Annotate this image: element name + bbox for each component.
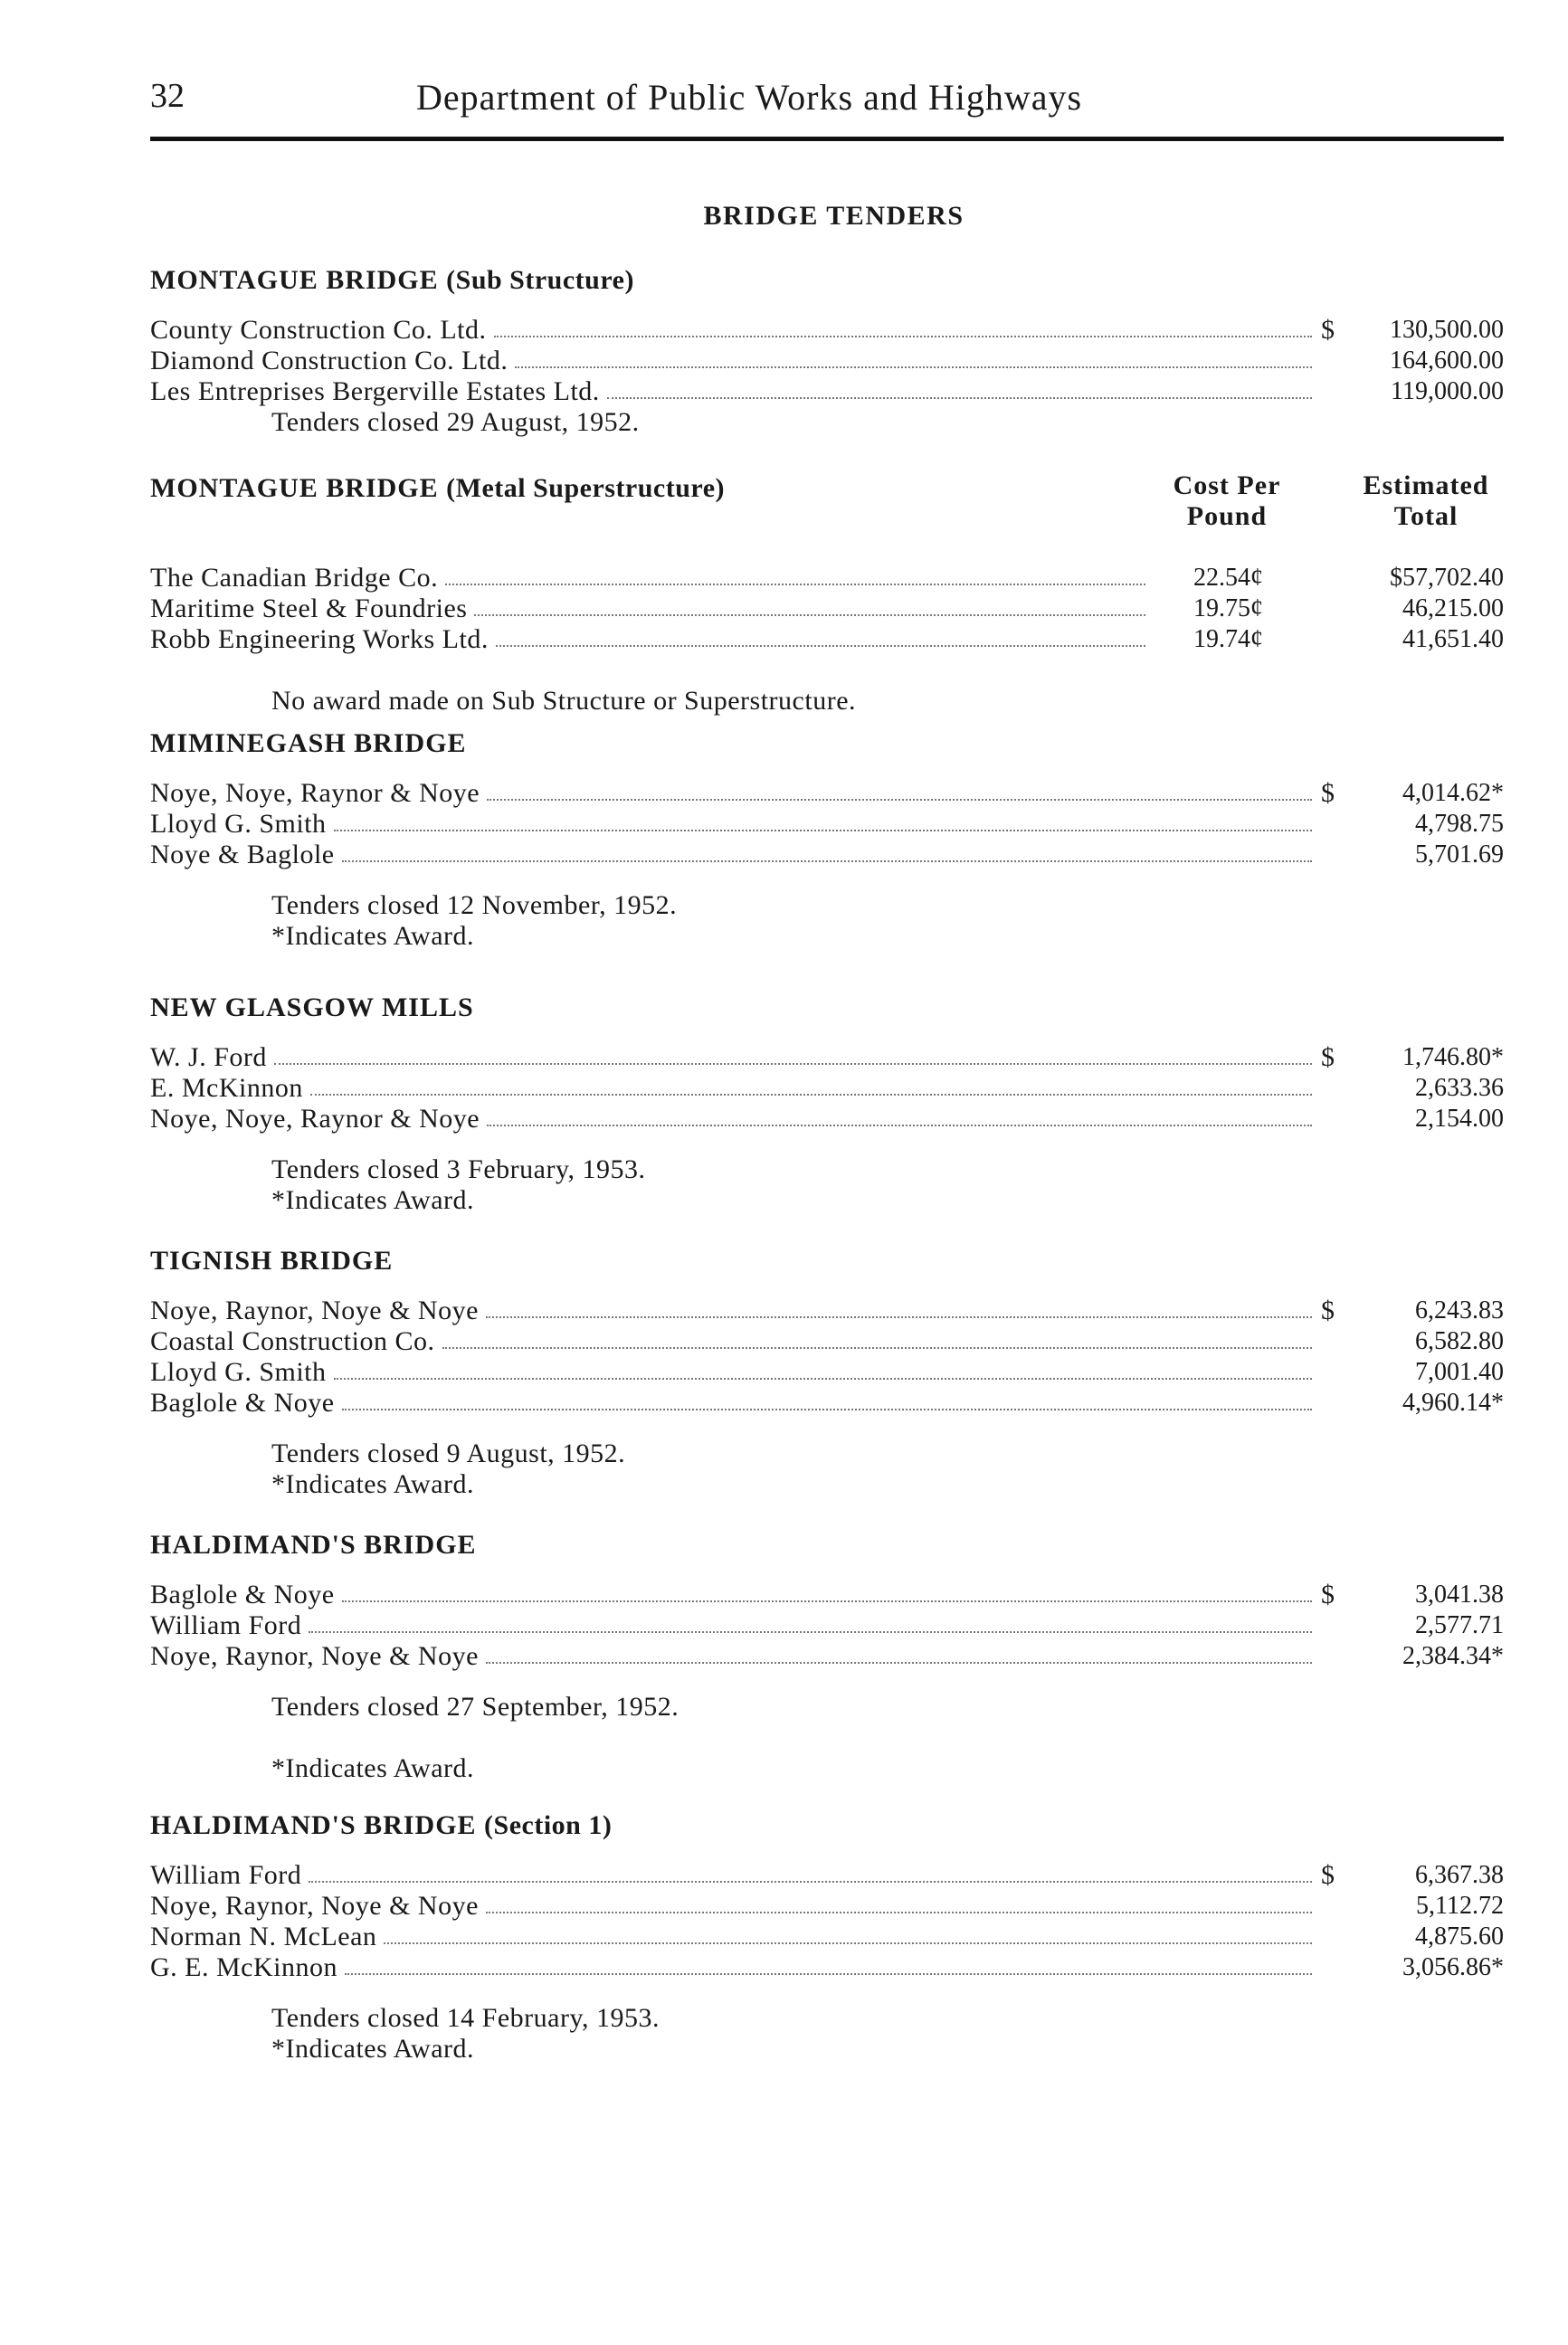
- bidder-name: The Canadian Bridge Co.: [150, 563, 439, 593]
- col-head-line: Pound: [1186, 501, 1268, 531]
- bidder-name: County Construction Co. Ltd.: [150, 315, 487, 345]
- section-haldimands-section-1: [150, 1808, 1504, 2065]
- dot-leader: [384, 1942, 1312, 1944]
- dot-leader: [445, 584, 1145, 585]
- bidder-name: E. McKinnon: [150, 1073, 303, 1103]
- tender-note: *Indicates Award.: [271, 921, 475, 951]
- section-heading: [150, 1808, 1504, 1844]
- section-subtitle: (Sub Structure): [446, 265, 634, 295]
- dot-leader: [486, 1912, 1312, 1913]
- dot-leader: [515, 366, 1312, 368]
- tender-amount: 3,056.86*: [1402, 1953, 1504, 1981]
- tender-note: [150, 1723, 1504, 1753]
- page-header: [150, 76, 1502, 127]
- tender-note: *Indicates Award.: [271, 1469, 475, 1499]
- dollar-sign: $: [1321, 1580, 1335, 1609]
- col-head-line: Estimated: [1363, 470, 1489, 500]
- dot-leader: [487, 799, 1312, 801]
- bidder-name: William Ford: [150, 1860, 302, 1890]
- bidder-name: Les Entreprises Bergerville Estates Ltd.: [150, 376, 600, 406]
- bidder-name: Noye, Noye, Raynor & Noye: [150, 778, 480, 808]
- tender-row: [150, 1042, 1504, 1073]
- tender-amount: 2,577.71: [1415, 1611, 1504, 1639]
- section-heading: [150, 470, 1504, 531]
- tender-amount: 6,582.80: [1415, 1327, 1504, 1355]
- section-subtitle: (Section 1): [484, 1810, 613, 1840]
- section-miminegash: [150, 726, 1504, 952]
- tender-note: Tenders closed 3 February, 1953.: [271, 1154, 646, 1184]
- dot-leader: [342, 860, 1312, 862]
- tender-amount: 3,041.38: [1415, 1581, 1504, 1609]
- section-new-glasgow-mills: [150, 990, 1504, 1216]
- bidder-name: Noye & Baglole: [150, 840, 335, 869]
- tender-list: [150, 1296, 1504, 1419]
- dot-leader: [345, 1973, 1312, 1975]
- tender-row: [150, 840, 1504, 870]
- tender-row: [150, 1641, 1504, 1672]
- section-notes: [150, 1692, 1504, 1784]
- dot-leader: [442, 1347, 1312, 1349]
- tender-amount: 7,001.40: [1415, 1358, 1504, 1386]
- tender-note: Tenders closed 29 August, 1952.: [271, 407, 640, 437]
- tender-row: [150, 624, 1504, 655]
- section-tignish: [150, 1243, 1504, 1500]
- section-heading: [150, 726, 1504, 762]
- tender-row: [150, 1104, 1504, 1135]
- dollar-sign: $: [1321, 1042, 1335, 1072]
- dot-leader: [342, 1600, 1312, 1602]
- tender-note: *Indicates Award.: [271, 1753, 475, 1783]
- tender-note: *Indicates Award.: [271, 2034, 475, 2064]
- tender-row: [150, 1357, 1504, 1388]
- tender-row: [150, 778, 1504, 809]
- tender-note: Tenders closed 12 November, 1952.: [271, 890, 678, 920]
- section-montague-sub: [150, 262, 1504, 438]
- dot-leader: [486, 1316, 1312, 1318]
- tender-note: No award made on Sub Structure or Superstructure.: [271, 686, 857, 716]
- dollar-sign: $: [1321, 1860, 1335, 1890]
- section-notes: [150, 1438, 1504, 1500]
- header-rule: [150, 137, 1504, 141]
- tender-amount: 6,367.38: [1415, 1861, 1504, 1889]
- tender-row: [150, 1952, 1504, 1983]
- tender-amount: 4,875.60: [1415, 1923, 1504, 1951]
- section-title: HALDIMAND'S BRIDGE: [150, 1810, 477, 1840]
- bidder-name: W. J. Ford: [150, 1042, 267, 1072]
- tender-amount: 6,243.83: [1415, 1296, 1504, 1324]
- dot-leader: [496, 645, 1145, 647]
- tender-list: [150, 778, 1504, 870]
- tender-amount: 5,112.72: [1416, 1892, 1504, 1920]
- tender-row: [150, 315, 1504, 346]
- bidder-name: Noye, Noye, Raynor & Noye: [150, 1104, 480, 1134]
- running-title: Department of Public Works and Highways: [416, 77, 1083, 118]
- tender-row: [150, 1922, 1504, 1952]
- tender-row: [150, 1891, 1504, 1922]
- tender-amount: 2,384.34*: [1402, 1642, 1504, 1670]
- tender-note: Tenders closed 27 September, 1952.: [271, 1692, 679, 1722]
- bidder-name: Lloyd G. Smith: [150, 1357, 327, 1387]
- tender-amount: 4,960.14*: [1402, 1389, 1504, 1417]
- dot-leader: [274, 1063, 1312, 1065]
- tender-row: [150, 1326, 1504, 1357]
- tender-row: [150, 1296, 1504, 1326]
- bidder-name: Noye, Raynor, Noye & Noye: [150, 1296, 479, 1325]
- dot-leader: [334, 1378, 1312, 1380]
- dot-leader: [334, 830, 1312, 831]
- tender-amount: 119,000.00: [1391, 377, 1504, 405]
- estimated-total-header: [1345, 470, 1507, 532]
- tender-note: *Indicates Award.: [271, 1185, 475, 1215]
- dollar-sign: $: [1321, 315, 1335, 345]
- tender-amount: 164,600.00: [1390, 347, 1504, 375]
- dot-leader: [310, 1094, 1312, 1096]
- bidder-name: Maritime Steel & Foundries: [150, 593, 468, 623]
- tender-row: [150, 1388, 1504, 1419]
- dot-leader: [342, 1409, 1312, 1410]
- tender-list: [150, 1042, 1504, 1135]
- tender-row: [150, 563, 1504, 593]
- tender-row: [150, 376, 1504, 407]
- tender-note: Tenders closed 9 August, 1952.: [271, 1438, 626, 1468]
- section-title: TIGNISH BRIDGE: [150, 1246, 394, 1276]
- tender-amount: 4,014.62*: [1402, 779, 1504, 807]
- dot-leader: [474, 614, 1145, 616]
- bidder-name: Baglole & Noye: [150, 1580, 335, 1609]
- cost-per-pound: 22.54¢: [1193, 564, 1263, 592]
- tender-row: [150, 1610, 1504, 1641]
- section-heading: [150, 1527, 1504, 1563]
- bidder-name: Lloyd G. Smith: [150, 809, 327, 839]
- section-notes: [150, 2003, 1504, 2065]
- tender-row: [150, 1073, 1504, 1104]
- section-title: NEW GLASGOW MILLS: [150, 992, 474, 1022]
- tender-row: [150, 346, 1504, 376]
- tender-amount: 2,154.00: [1415, 1105, 1504, 1133]
- dot-leader: [607, 397, 1312, 399]
- dot-leader: [309, 1881, 1312, 1883]
- bidder-name: Noye, Raynor, Noye & Noye: [150, 1641, 479, 1671]
- tender-amount: 130,500.00: [1390, 316, 1504, 344]
- bidder-name: Baglole & Noye: [150, 1388, 335, 1418]
- cost-per-pound: 19.74¢: [1193, 625, 1263, 653]
- tender-list: [150, 563, 1504, 655]
- page-number: 32: [150, 77, 185, 115]
- section-montague-metal: [150, 470, 1504, 717]
- section-title: MIMINEGASH BRIDGE: [150, 728, 467, 758]
- tender-amount: 5,701.69: [1415, 840, 1504, 869]
- estimated-total: 46,215.00: [1402, 594, 1504, 622]
- bidder-name: Noye, Raynor, Noye & Noye: [150, 1891, 479, 1921]
- col-head-line: Total: [1393, 501, 1459, 531]
- bidder-name: Robb Engineering Works Ltd.: [150, 624, 489, 654]
- col-head-line: Cost Per: [1173, 470, 1281, 500]
- dot-leader: [487, 1125, 1312, 1126]
- dollar-sign: $: [1321, 1296, 1335, 1325]
- section-notes: [150, 890, 1504, 952]
- section-notes: [150, 686, 1504, 717]
- tender-list: [150, 1580, 1504, 1672]
- tender-amount: 2,633.36: [1415, 1074, 1504, 1102]
- tender-amount: 1,746.80*: [1402, 1043, 1504, 1071]
- dot-leader: [494, 336, 1312, 337]
- tender-amount: 4,798.75: [1415, 810, 1504, 838]
- bidder-name: Norman N. McLean: [150, 1922, 377, 1951]
- section-heading: [150, 990, 1504, 1026]
- section-title: HALDIMAND'S BRIDGE: [150, 1530, 477, 1560]
- tender-row: [150, 1860, 1504, 1891]
- section-heading: [150, 262, 1504, 299]
- tender-list: [150, 1860, 1504, 1983]
- dot-leader: [486, 1662, 1312, 1664]
- tender-list: [150, 315, 1504, 407]
- section-title: MONTAGUE BRIDGE: [150, 265, 439, 295]
- section-title: MONTAGUE BRIDGE: [150, 473, 439, 503]
- cost-per-pound-header: [1155, 470, 1299, 532]
- tender-row: [150, 593, 1504, 624]
- page-title: BRIDGE TENDERS: [703, 201, 965, 231]
- bidder-name: William Ford: [150, 1610, 302, 1640]
- dot-leader: [309, 1631, 1312, 1633]
- estimated-total: $57,702.40: [1390, 564, 1504, 592]
- cost-per-pound: 19.75¢: [1193, 594, 1263, 622]
- tender-note: Tenders closed 14 February, 1953.: [271, 2003, 660, 2033]
- bidder-name: Diamond Construction Co. Ltd.: [150, 346, 508, 375]
- section-notes: [150, 1154, 1504, 1216]
- bidder-name: Coastal Construction Co.: [150, 1326, 435, 1356]
- tender-row: [150, 1580, 1504, 1610]
- tender-row: [150, 809, 1504, 840]
- section-subtitle: (Metal Superstructure): [446, 473, 726, 503]
- section-haldimands: [150, 1527, 1504, 1784]
- section-heading: [150, 1243, 1504, 1279]
- section-notes: [150, 407, 1504, 438]
- bidder-name: G. E. McKinnon: [150, 1952, 337, 1982]
- dollar-sign: $: [1321, 778, 1335, 808]
- estimated-total: 41,651.40: [1402, 625, 1504, 653]
